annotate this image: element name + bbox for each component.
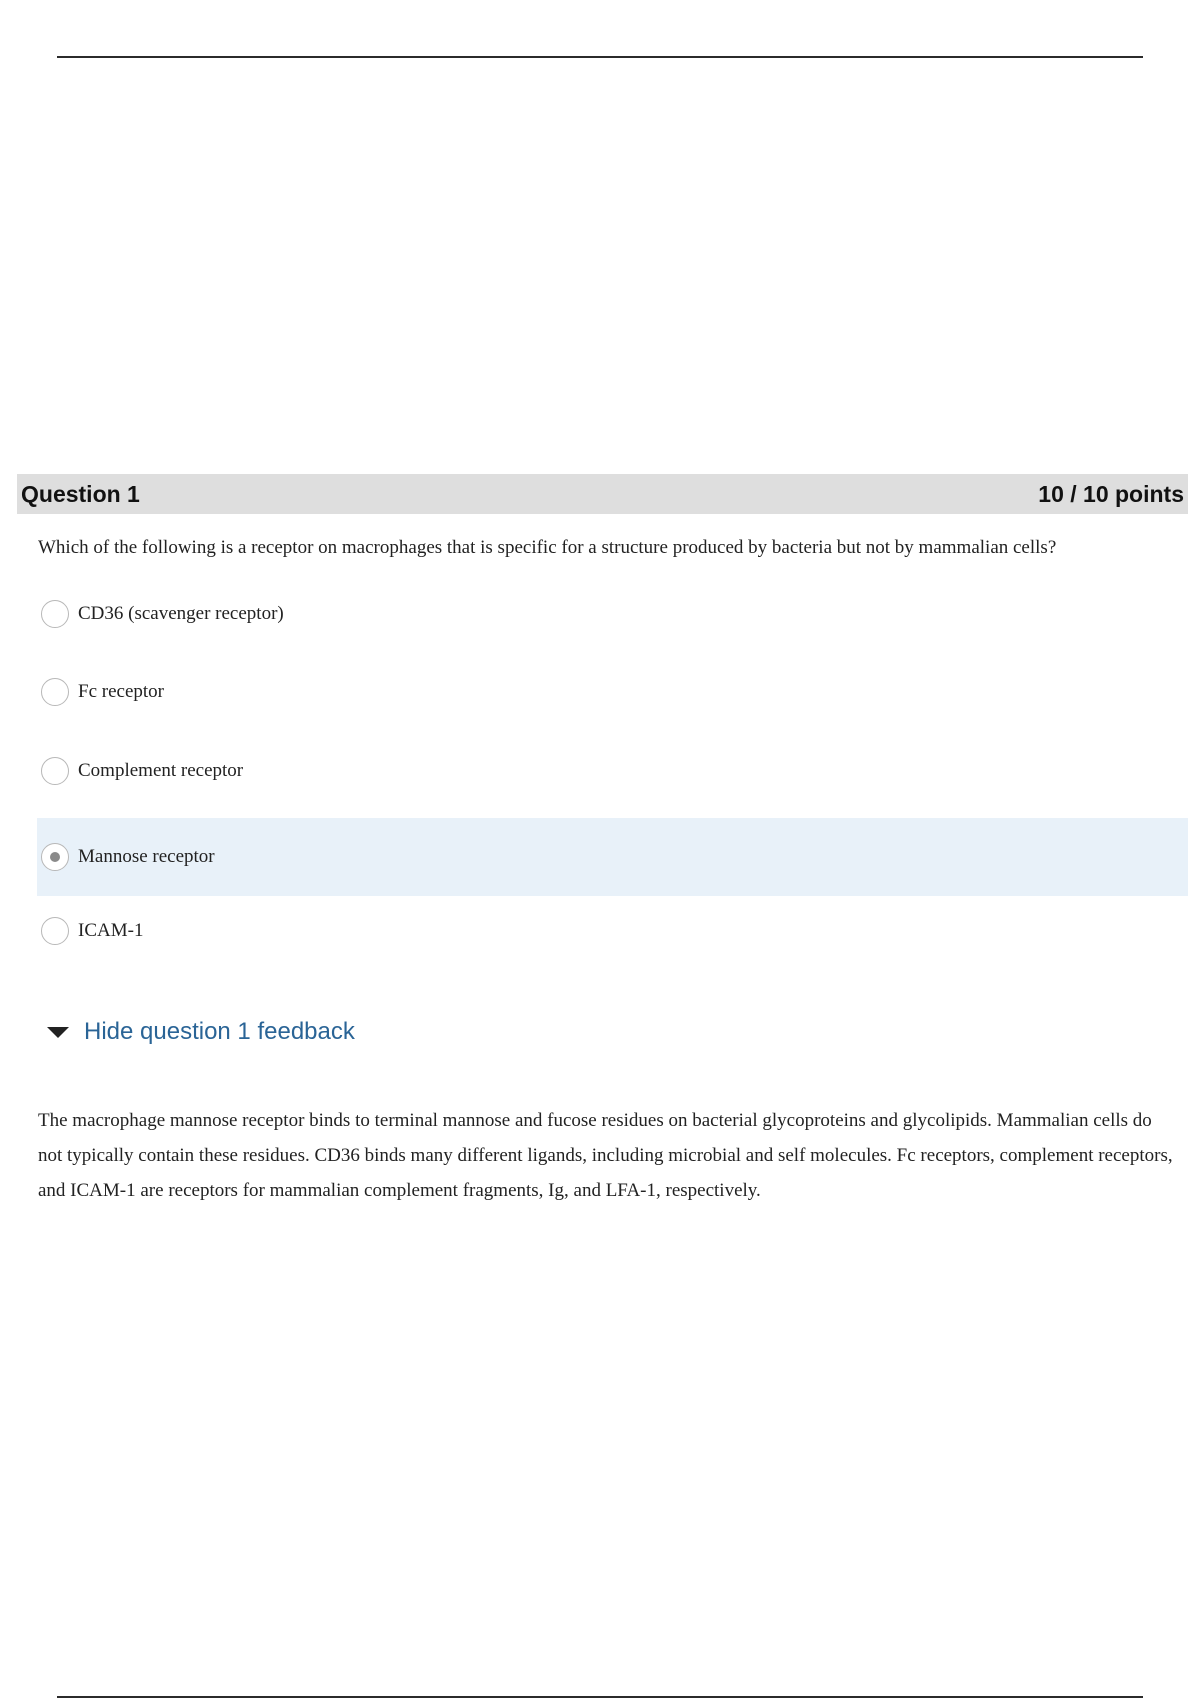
- question-text: Which of the following is a receptor on macrophages that is specific for a structure produced by bacteria but not by mammalian cells?: [38, 537, 1057, 558]
- hide-feedback-link[interactable]: [47, 1012, 355, 1052]
- answer-option-fc-receptor[interactable]: [37, 653, 1188, 731]
- radio-button[interactable]: [41, 917, 69, 945]
- option-label: Mannose receptor: [78, 846, 215, 867]
- question-title: Question 1: [21, 480, 140, 507]
- caret-down-icon: [47, 1027, 69, 1038]
- radio-button[interactable]: [41, 757, 69, 785]
- option-label: CD36 (scavenger receptor): [78, 603, 284, 624]
- feedback-text: The macrophage mannose receptor binds to terminal mannose and fucose residues on bacterial glycoproteins and glycolipids. Mammalian cells do not typically contain these residues. CD36 binds many different ligands, including microbial and self molecules. Fc receptors, complement receptors, and ICAM-1 are receptors for mammalian complement fragments, Ig, and LFA-1, respectively.: [38, 1110, 1173, 1201]
- question-score: 10 / 10 points: [1038, 480, 1184, 507]
- radio-button-selected[interactable]: [41, 843, 69, 871]
- radio-button[interactable]: [41, 600, 69, 628]
- option-label: Fc receptor: [78, 681, 164, 702]
- answer-option-cd36[interactable]: [37, 575, 1188, 653]
- top-divider: [57, 56, 1143, 58]
- question-header: [17, 474, 1188, 514]
- option-label: ICAM-1: [78, 920, 144, 941]
- bottom-divider: [57, 1696, 1143, 1698]
- radio-button[interactable]: [41, 678, 69, 706]
- feedback-toggle-label: Hide question 1 feedback: [84, 1018, 355, 1045]
- answer-option-icam-1[interactable]: [37, 892, 1188, 970]
- answer-option-mannose-receptor[interactable]: [37, 818, 1188, 896]
- option-label: Complement receptor: [78, 760, 244, 781]
- answer-option-complement-receptor[interactable]: [37, 732, 1188, 810]
